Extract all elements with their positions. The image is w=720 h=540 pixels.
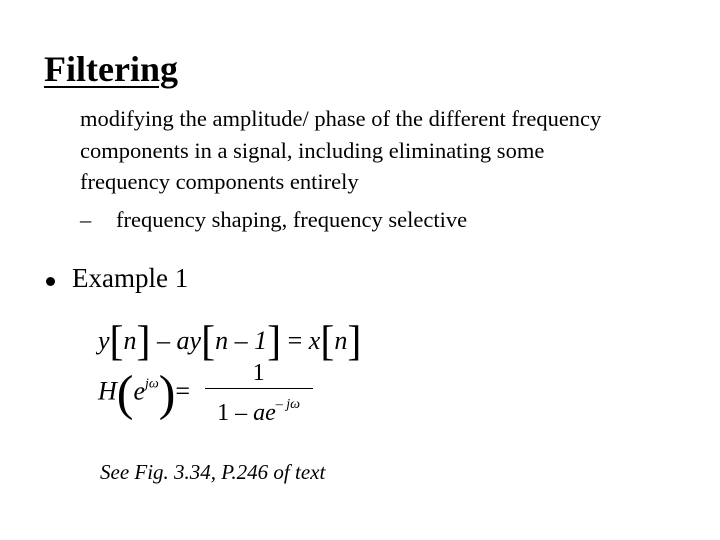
eq1-y2: y bbox=[189, 326, 202, 355]
eq2-e: e bbox=[133, 376, 145, 406]
eq1-n2: n bbox=[334, 326, 348, 355]
bullet-example: Example 1 bbox=[72, 263, 189, 293]
description-line-3: frequency components entirely bbox=[80, 169, 359, 194]
eq2-exponent: jω bbox=[144, 376, 159, 392]
eq2-H: H bbox=[98, 376, 117, 406]
slide-title: Filtering bbox=[44, 49, 178, 89]
eq2-numerator: 1 bbox=[252, 360, 265, 386]
eq1-n-minus-1: n – 1 bbox=[215, 326, 268, 355]
eq1-n: n bbox=[123, 326, 137, 355]
eq1-equals: = bbox=[281, 326, 309, 355]
eq2-fraction-bar bbox=[205, 388, 313, 389]
description-line-2: components in a signal, including eliminating some bbox=[80, 138, 545, 163]
eq2-equals: = bbox=[175, 376, 197, 406]
dash-item-text: frequency shaping, frequency selective bbox=[116, 207, 468, 232]
eq2-fraction bbox=[205, 360, 313, 427]
frequency-response-equation: $H(e^{j\omega})=$ $\frac{1}{1 - ae^{- j\omega}}$ bbox=[98, 360, 313, 427]
difference-equation: y[n] – ay[n – 1] = x[n] bbox=[98, 319, 362, 365]
bullet-dot-icon bbox=[46, 277, 55, 286]
dash-list-item bbox=[80, 207, 467, 233]
eq1-minus: – bbox=[150, 326, 177, 355]
figure-reference-note: See Fig. 3.34, P.246 of text bbox=[100, 460, 326, 484]
eq1-y: y bbox=[98, 326, 110, 355]
eq1-a: a bbox=[176, 326, 190, 355]
eq2-denominator: $1 - ae^{- j\omega}$ bbox=[217, 397, 301, 426]
eq1-x: x bbox=[308, 326, 321, 355]
description-line-1: modifying the amplitude/ phase of the different frequency bbox=[80, 106, 602, 131]
dash-marker: – bbox=[80, 207, 92, 232]
